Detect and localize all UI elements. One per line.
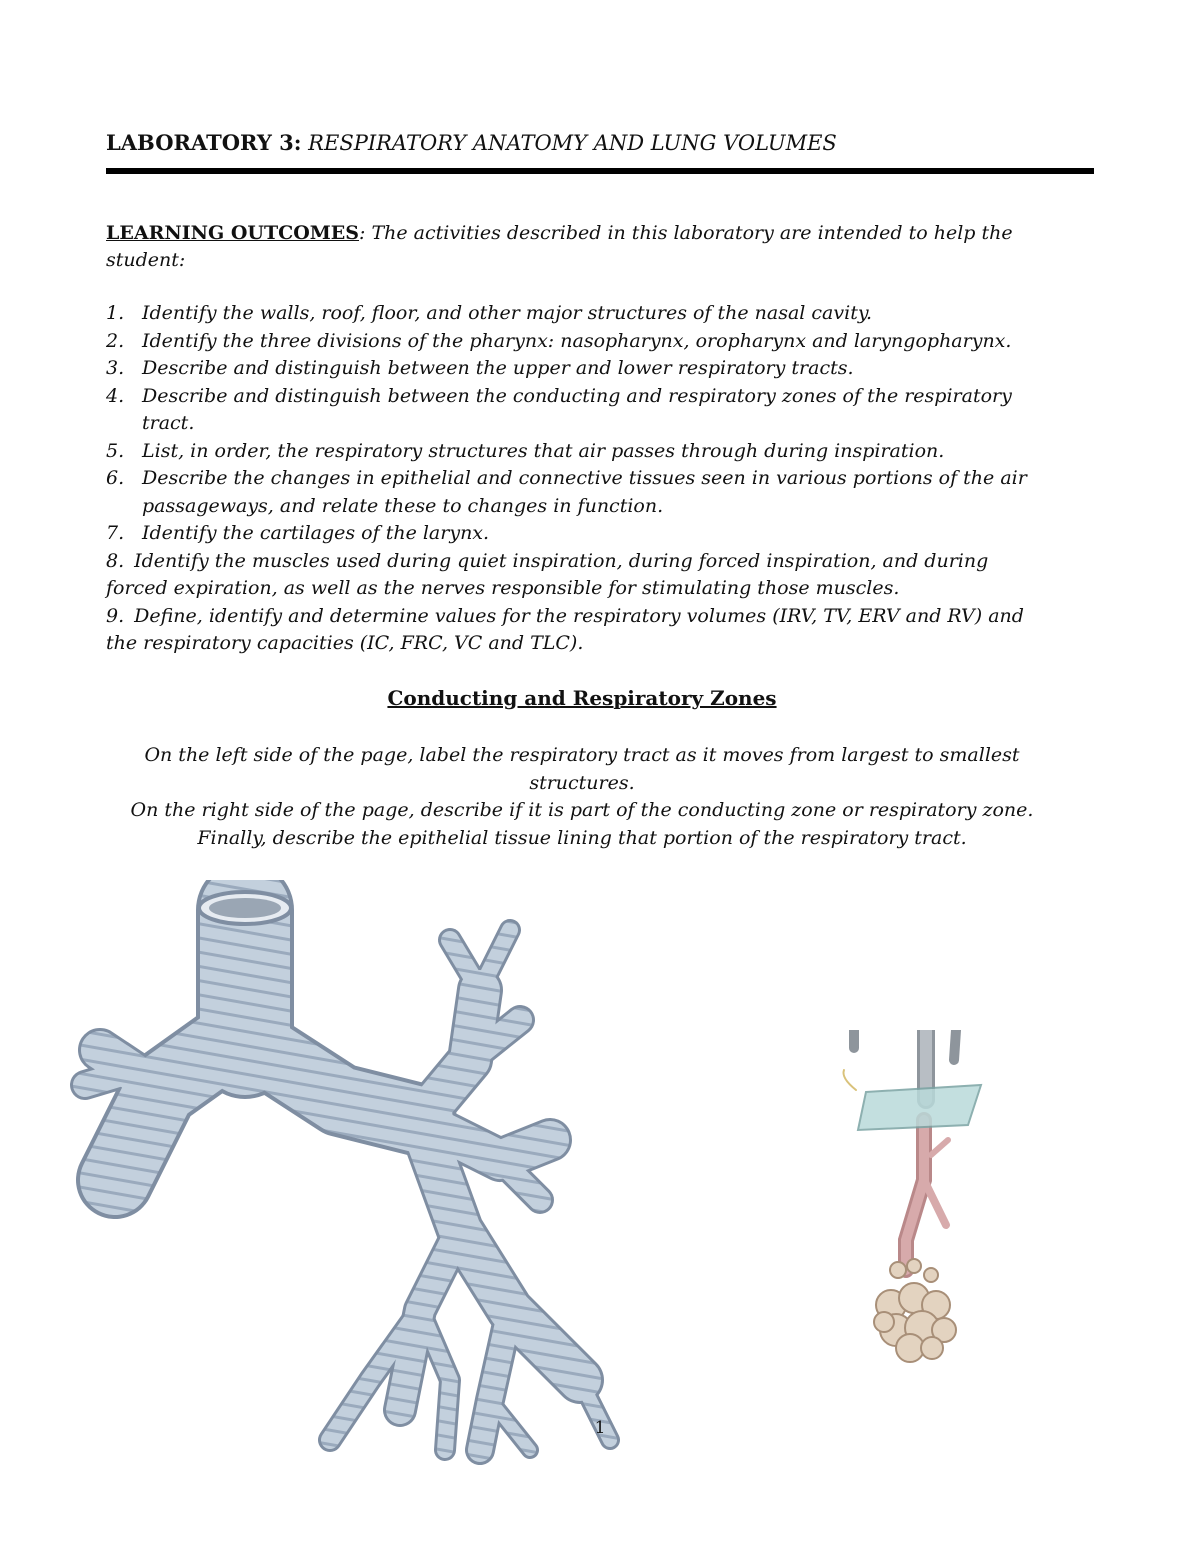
outcome-item (106, 355, 1066, 383)
outcome-item (106, 438, 1066, 466)
alveolar-sac-illustration (836, 1030, 986, 1370)
learning-outcomes-list (106, 300, 1066, 658)
outcome-text-continued: forced expiration, as well as the nerves responsible for stimulating those muscles. (106, 577, 900, 599)
section-title: Conducting and Respiratory Zones (387, 686, 777, 710)
lab-label: LABORATORY 3: (106, 130, 302, 155)
instruction-line: On the right side of the page, describe if it is part of the conducting zone or respiratory zone. (130, 799, 1034, 821)
outcome-number: 1. (106, 302, 125, 324)
page-title (106, 128, 1096, 158)
bronchial-tree-illustration (40, 880, 640, 1470)
outcome-number: 3. (106, 357, 125, 379)
outcome-text: Describe the changes in epithelial and connective tissues seen in various portions of the air (142, 467, 1027, 489)
outcome-number: 4. (106, 384, 125, 407)
outcome-text-continued: the respiratory capacities (IC, FRC, VC and TLC). (106, 632, 584, 654)
learning-outcomes-intro-text: : The activities described in this laboratory are intended to help the student: (106, 222, 1013, 271)
outcome-text: Identify the walls, roof, floor, and other major structures of the nasal cavity. (142, 302, 873, 324)
instruction-line: On the left side of the page, label the respiratory tract as it moves from largest to smallest (144, 744, 1020, 766)
learning-outcomes-intro (106, 220, 1046, 274)
outcome-number: 5. (106, 439, 125, 462)
title-rule (106, 168, 1094, 174)
instruction-line: structures. (529, 771, 635, 794)
page-number: 1 (594, 1418, 606, 1438)
section-instructions (100, 742, 1064, 852)
outcome-text: Describe and distinguish between the upper and lower respiratory tracts. (142, 357, 854, 379)
outcome-number: 9. (106, 604, 125, 627)
outcome-number: 2. (106, 329, 125, 352)
outcome-text: Identify the muscles used during quiet inspiration, during forced inspiration, and during (134, 549, 989, 572)
outcome-item (106, 300, 1066, 328)
outcome-text-continued: passageways, and relate these to changes in function. (142, 494, 664, 517)
outcome-item (106, 383, 1066, 438)
outcome-number: 8. (106, 549, 125, 572)
outcome-text: Define, identify and determine values for the respiratory volumes (IRV, TV, ERV and RV) and (134, 604, 1024, 627)
lab-subtitle: RESPIRATORY ANATOMY AND LUNG VOLUMES (308, 131, 837, 155)
outcome-number: 7. (106, 522, 125, 544)
outcome-item (106, 520, 1066, 548)
outcome-item (106, 465, 1066, 520)
outcome-text: Identify the cartilages of the larynx. (142, 522, 490, 544)
outcome-text: List, in order, the respiratory structures that air passes through during inspiration. (142, 439, 945, 462)
outcome-text: Describe and distinguish between the conducting and respiratory zones of the respiratory (142, 384, 1012, 407)
outcome-text: Identify the three divisions of the pharynx: nasopharynx, oropharynx and laryngopharynx. (142, 329, 1012, 352)
instruction-line: Finally, describe the epithelial tissue lining that portion of the respiratory tract. (197, 826, 967, 849)
outcome-number: 6. (106, 467, 125, 489)
learning-outcomes-label: LEARNING OUTCOMES (106, 222, 360, 244)
outcome-item (106, 603, 1066, 658)
outcome-text-continued: tract. (142, 412, 195, 434)
outcome-item (106, 548, 1066, 603)
outcome-item (106, 328, 1066, 356)
